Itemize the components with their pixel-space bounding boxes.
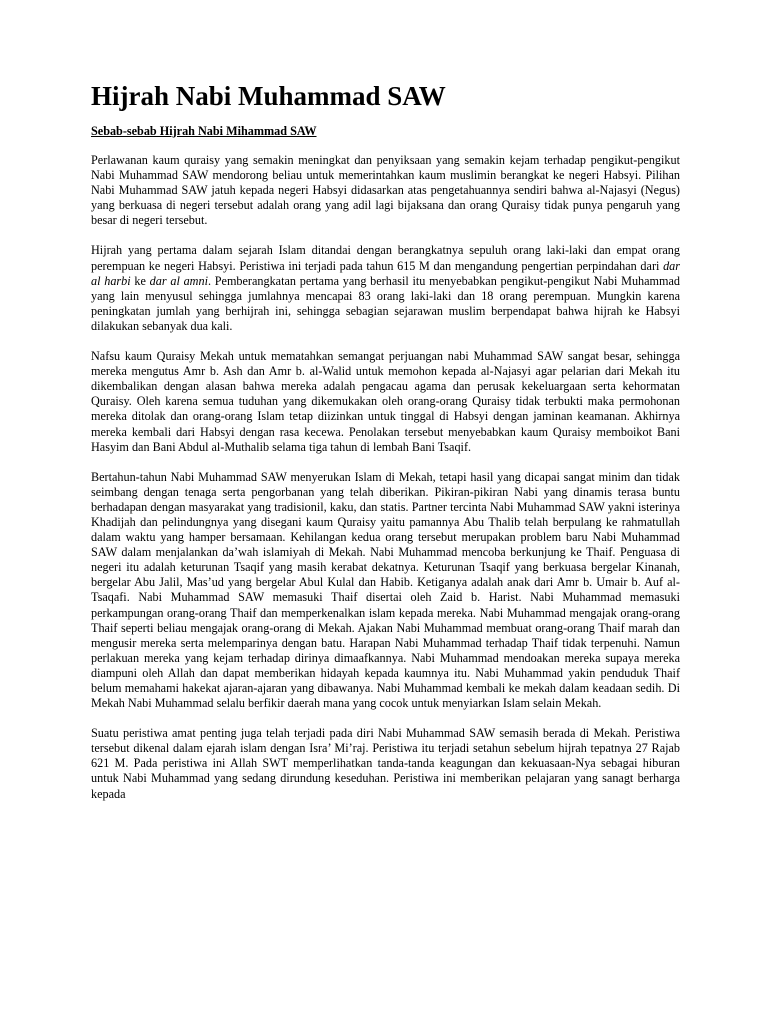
section-heading: Sebab-sebab Hijrah Nabi Mihammad SAW [91,124,317,138]
paragraph-2-text-a: Hijrah yang pertama dalam sejarah Islam ditandai dengan berangkatnya sepuluh orang laki-laki dan empat orang perempuan ke negeri Habsyi. Peristiwa ini terjadi pada tahun 615 M dan mengandung pengertian perpindahan dari [91,243,680,273]
paragraph-4: Bertahun-tahun Nabi Muhammad SAW menyerukan Islam di Mekah, tetapi hasil yang dicapai sangat minim dan tidak seimbang dengan tenaga serta pengorbanan yang telah diberikan. Pikiran-pikiran Nabi yang dinamis terasa buntu berhadapan dengan masyarakat yang tradisionil, kaku, dan statis. Partner tercinta Nabi Muhammad SAW yakni isterinya Khadijah dan pelindungnya yang disegani kaum Quraisy yaitu pamannya Abu Thalib telah berpulang ke rahmatullah dalam waktu yang hamper bersamaan. Kehilangan kedua orang tersebut merupakan problem baru Nabi Muhammad SAW dalam menjalankan da’wah islamiyah di Mekah. Nabi Muhammad mencoba berkunjung ke Thaif. Penguasa di negeri itu adalah keturunan Tsaqif yang masih kerabat dekatnya. Keturunan Tsaqif yang berkuasa bergelar Kinanah, bergelar Abu Jalil, Mas’ud yang bergelar Abul Kulal dan Habib. Ketiganya adalah anak dari Amr b. Umair b. Auf al-Tsaqafi. Nabi Muhammad SAW memasuki Thaif disertai oleh Zaid b. Harist. Nabi Muhammad memasuki perkampungan orang-orang Thaif dan memperkenalkan islam kepada mereka. Nabi Muhammad mengajak orang-orang Thaif seperti beliau mengajak orang-orang di Mekah. Ajakan Nabi Muhammad membuat orang-orang Thaif marah dan mengusir mereka serta melemparinya dengan batu. Harapan Nabi Muhammad terhadap Thaif tidak terpenuhi. Namun perlakuan mereka yang kejam terhadap dirinya dimaafkannya. Nabi Muhammad mendoakan mereka supaya mereka diampuni oleh Allah dan dapat memberikan hidayah kepada kaumnya itu. Nabi Muhammad yakin penduduk Thaif belum memahami hakekat ajaran-ajaran yang dibawanya. Nabi Muhammad kembali ke mekah dalam keadaan sedih. Di Mekah Nabi Muhammad selalu berfikir daerah mana yang cocok untuk menyiarkan Islam selain Mekah. [91,469,680,711]
paragraph-3: Nafsu kaum Quraisy Mekah untuk mematahkan semangat perjuangan nabi Muhammad SAW sangat besar, sehingga mereka mengutus Amr b. Ash dan Amr b. al-Walid untuk memohon kepada al-Najasyi agar pelarian dari Mekah itu dikembalikan dengan alasan bahwa mereka adalah pengacau agama dan perusak kekeluargaan serta kehormatan Quraisy. Oleh karena semua tuduhan yang dikemukakan oleh orang-orang Quraisy tidak terbukti maka permohonan mereka ditolak dan orang-orang Islam tetap diizinkan untuk tinggal di Habsyi dengan jaminan keamanan. Akhirnya mereka kembali dari Habsyi dengan rasa kecewa. Penolakan tersebut menyebabkan kaum Quraisy memboikot Bani Hasyim dan Bani Abdul al-Muthalib selama tiga tahun di lembah Bani Tsaqif. [91,349,680,454]
paragraph-5: Suatu peristiwa amat penting juga telah terjadi pada diri Nabi Muhammad SAW semasih berada di Mekah. Peristiwa tersebut dikenal dalam ejarah islam dengan Isra’ Mi’raj. Peristiwa itu terjadi setahun sebelum hijrah tepatnya 27 Rajab 621 M. Pada peristiwa ini Allah SWT memperlihatkan tanda-tanda keagungan dan kekuasaan-Nya sebagai hiburan untuk Nabi Muhammad yang sedang dirundung keseduhan. Peristiwa ini memberikan pelajaran yang sanagt berharga kepada [91,726,680,801]
paragraph-1: Perlawanan kaum quraisy yang semakin meningkat dan penyiksaan yang semakin kejam terhadap pengikut-pengikut Nabi Muhammad SAW mendorong beliau untuk memerintahkan kaum muslimin berangkat ke negeri Habsyi. Pilihan Nabi Muhammad SAW jatuh kepada negeri Habsyi didasarkan atas pengetahuannya sendiri bahwa al-Najasyi (Negus) yang berkuasa di negeri tersebut adalah orang yang adil lagi bijaksana dan orang Quraisy tidak punya pengaruh yang besar di negeri tersebut. [91,153,680,228]
paragraph-2-italic-term-2: dar al amni [149,273,208,288]
paragraph-2-italic-term-1: dar al harbi [91,258,680,288]
page-title: Hijrah Nabi Muhammad SAW [91,81,446,111]
document-page [91,80,680,817]
paragraph-2-text-b: ke [130,273,150,288]
paragraph-2 [91,243,680,334]
paragraph-2-text-c: . Pemberangkatan pertama yang berhasil itu menyebabkan pengikut-pengikut Nabi Muhammad yang lain menyusul sehingga jumlahnya mencapai 83 orang laki-laki dan 18 orang perempuan. Mungkin karena peningkatan jumlah yang berhijrah ini, sehingga sebagian sejarawan muslim berpendapat bahwa hijrah ke Habsyi dilakukan sebanyak dua kali. [91,273,681,333]
